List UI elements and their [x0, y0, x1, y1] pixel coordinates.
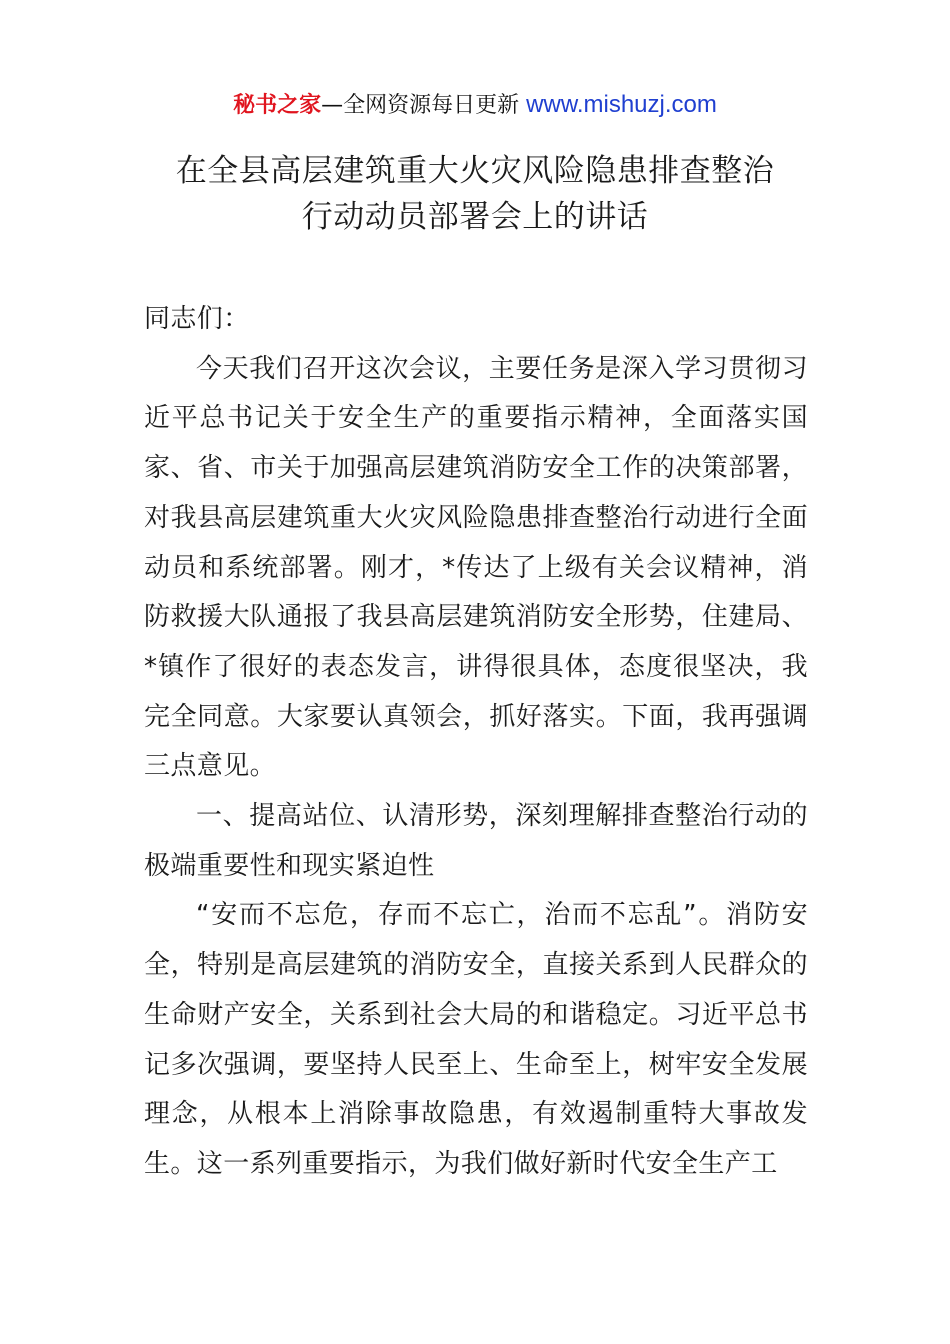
salutation: 同志们： [144, 304, 250, 334]
document-title [0, 148, 950, 240]
paragraph-intro: 今天我们召开这次会议，主要任务是深入学习贯彻习近平总书记关于安全生产的重要指示精神，全面落实国家、省、市关于加强高层建筑消防安全工作的决策部署，对我县高层建筑重大火灾风险隐患排查整治行动进行全面动员和系统部署。刚才，*传达了上级有关会议精神，消防救援大队通报了我县高层建筑消防安全形势，住建局、*镇作了很好的表态发言，讲得很具体，态度很坚决，我完全同意。大家要认真领会，抓好落实。下面，我再强调三点意见。 [144, 353, 808, 782]
site-url-link[interactable]: www.mishuzj.com [526, 91, 717, 118]
paragraph-section-1: “安而不忘危，存而不忘亡，治而不忘乱”。消防安全，特别是高层建筑的消防安全，直接关系到人民群众的生命财产安全，关系到社会大局的和谐稳定。习近平总书记多次强调，要坚持人民至上、生命至上，树牢安全发展理念，从根本上消除事故隐患，有效遏制重特大事故发生。这一系列重要指示，为我们做好新时代安全生产工 [144, 900, 808, 1179]
site-brand: 秘书之家 [233, 93, 322, 118]
title-line-2: 行动动员部署会上的讲话 [301, 199, 649, 235]
section-heading-1: 一、提高站位、认清形势，深刻理解排查整治行动的极端重要性和现实紧迫性 [144, 801, 808, 881]
document-body [144, 295, 808, 1190]
site-header [0, 88, 950, 123]
site-tagline: —全网资源每日更新 [321, 93, 527, 118]
title-line-1: 在全县高层建筑重大火灾风险隐患排查整治 [175, 153, 775, 189]
